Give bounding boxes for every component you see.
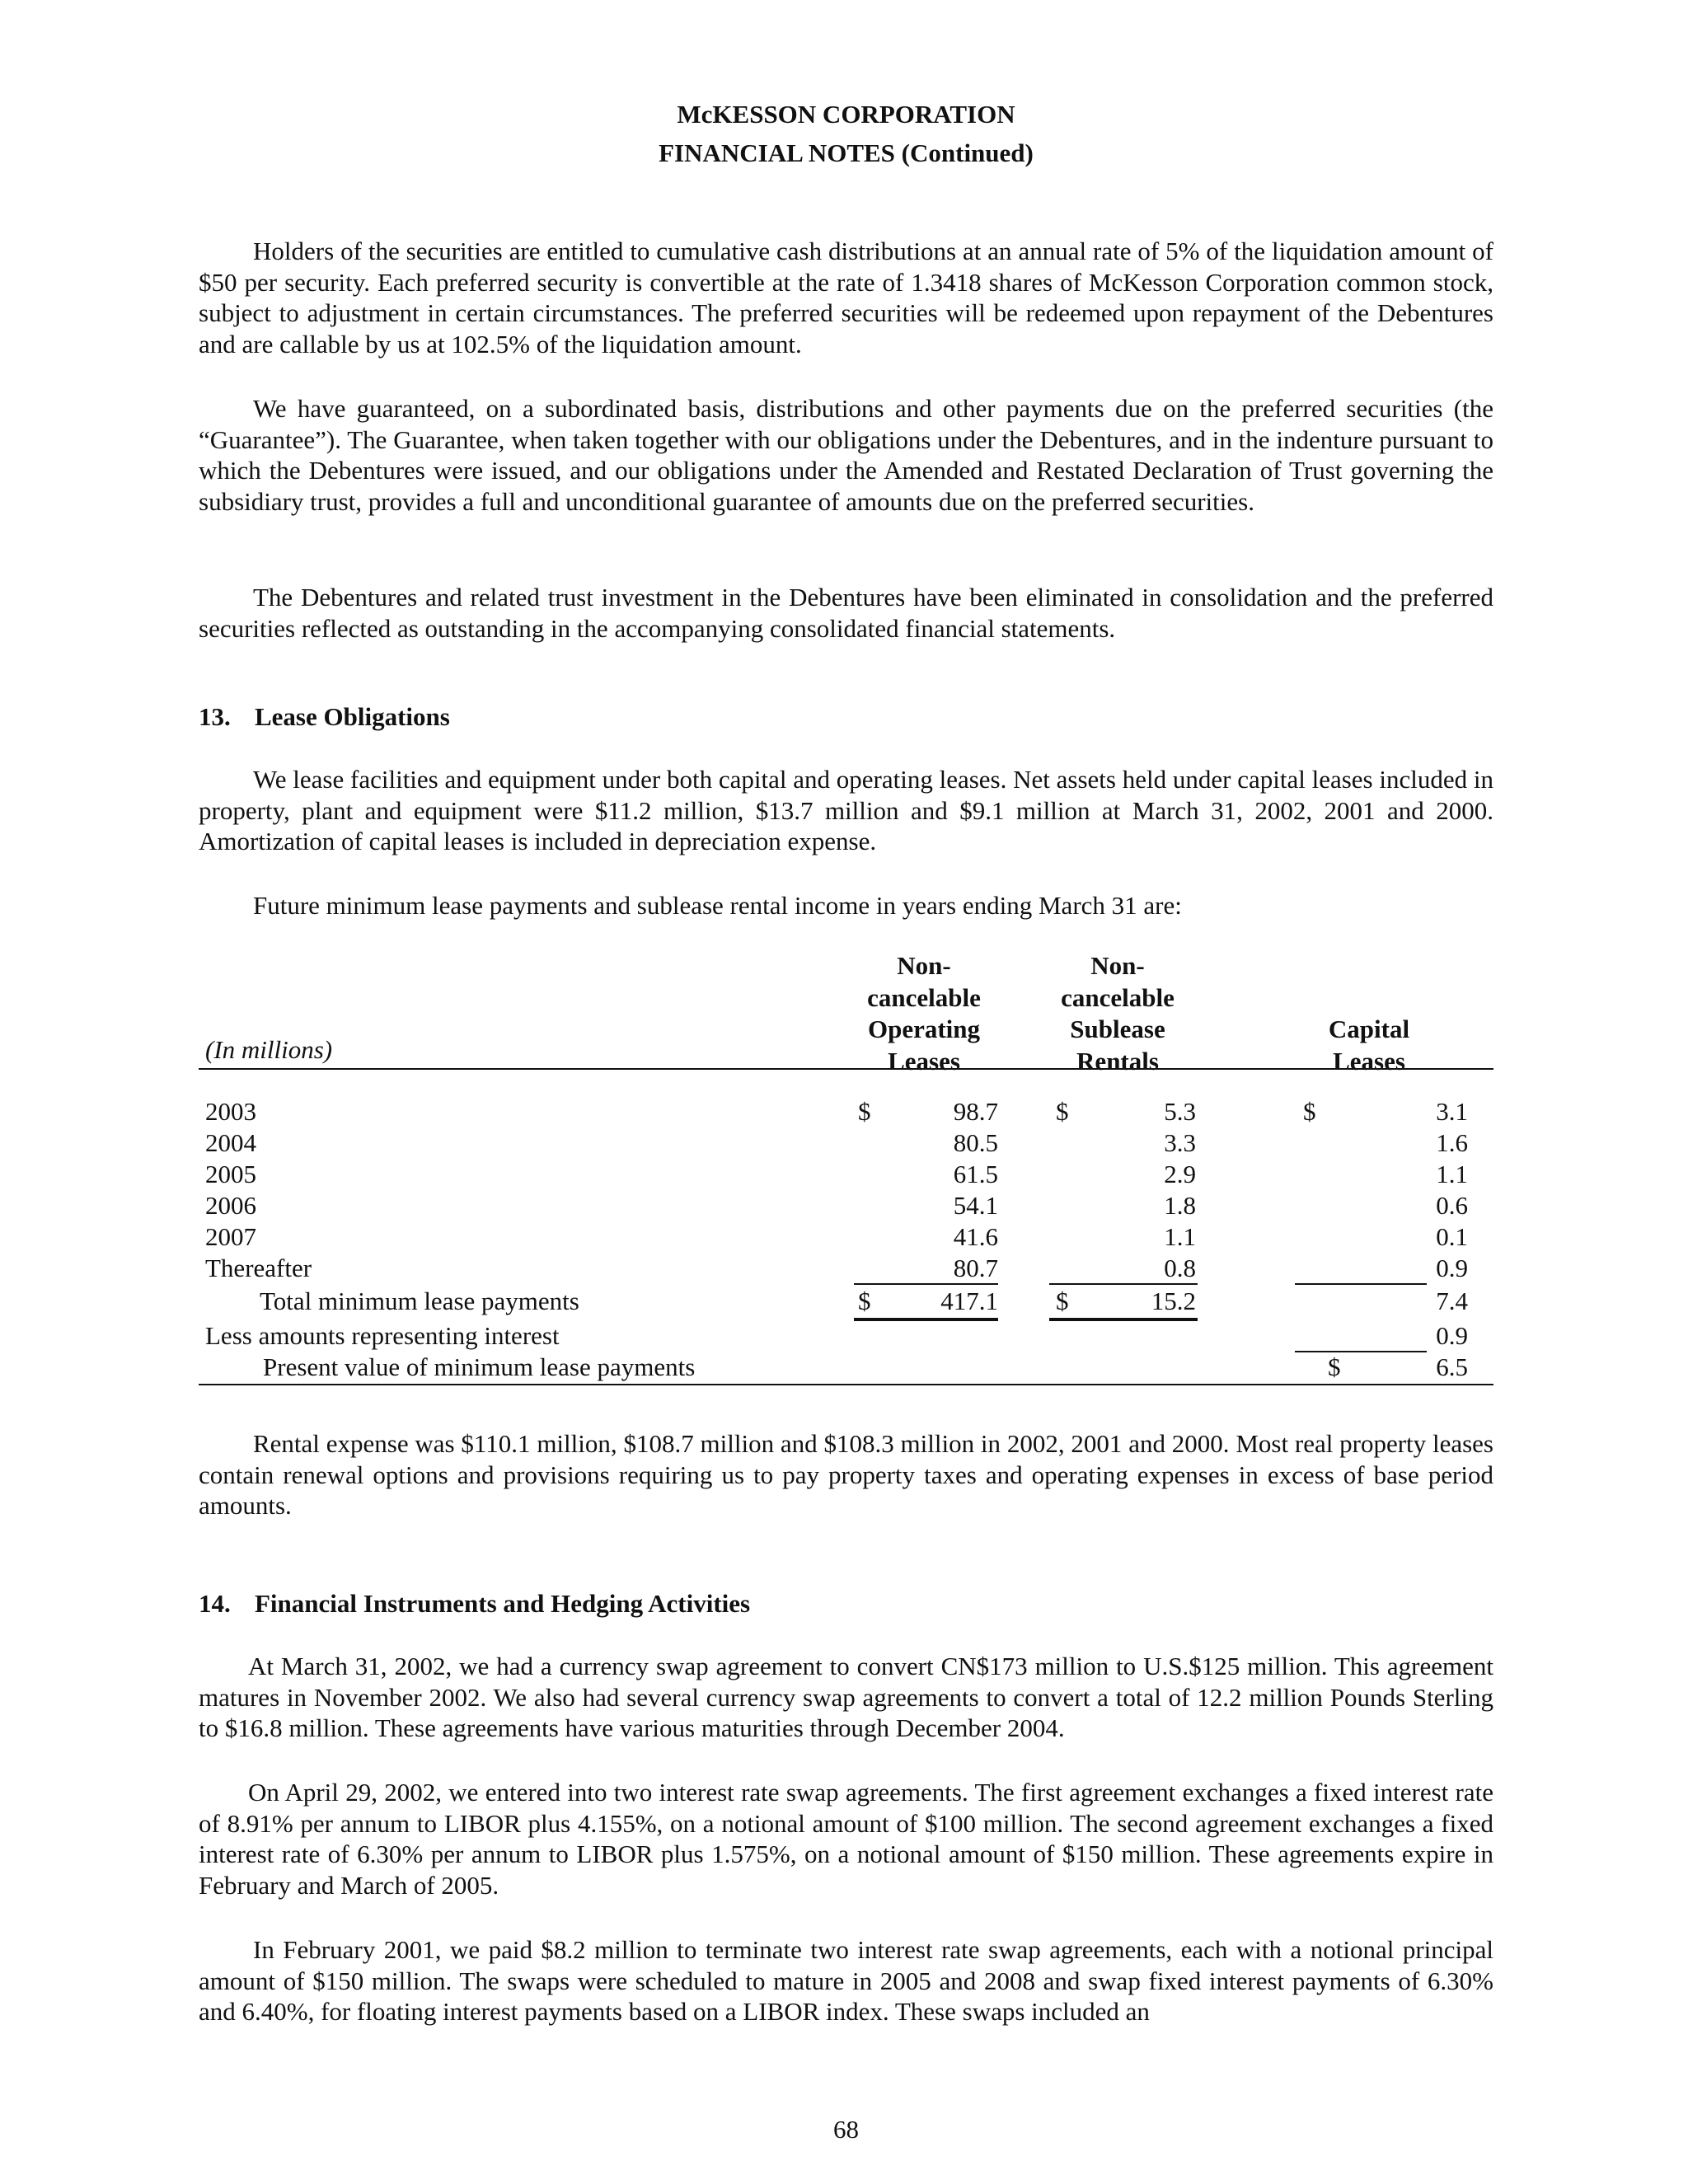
sublease-value: 1.1 (1164, 1222, 1196, 1251)
paragraph-lease-future: Future minimum lease payments and sublease rental income in years ending March 31 are: (253, 891, 1182, 920)
currency-symbol: $ (1056, 1097, 1069, 1126)
row-label: Thereafter (205, 1254, 312, 1282)
row-label: 2006 (205, 1191, 256, 1220)
currency-symbol: $ (858, 1097, 871, 1126)
sublease-value: 0.8 (1164, 1254, 1196, 1282)
section-14-number: 14. (199, 1589, 231, 1618)
subtotal-rule (854, 1283, 998, 1285)
header-line: Non- (1090, 951, 1145, 980)
capital-total: 7.4 (1436, 1286, 1468, 1315)
paragraph-interest-swap: On April 29, 2002, we entered into two interest rate swap agreements. The first agreement exchanges a fixed interest rate of 8.91% per annum to LIBOR plus 4.155%, on a notional amount of $100 million. The second agreement exchanges a fixed interest rate of 6.30% per annum to LIBOR plus 1.575%, on a notional amount of $150 million. These agreements expire in February and March of 2005. (199, 1778, 1493, 1900)
header-rule (199, 1068, 1493, 1070)
paragraph-lease-intro: We lease facilities and equipment under both capital and operating leases. Net assets held under capital leases included in property, plant and equipment were $11.2 million, $13.7 million and $9.1 million at March 31, 2002, 2001 and 2000. Amortization of capital leases is included in depreciation expense. (199, 765, 1493, 855)
operating-value: 98.7 (953, 1097, 998, 1126)
capital-value: 0.1 (1436, 1222, 1468, 1251)
row-label: Total minimum lease payments (260, 1286, 579, 1315)
header-line: Capital (1328, 1015, 1410, 1043)
paragraph-currency-swap: At March 31, 2002, we had a currency swap agreement to convert CN$173 million to U.S.$125 million. This agreement matures in November 2002. We also had several currency swap agreements to convert a total of 12.2 million Pounds Sterling to $16.8 million. These agreements have various maturities through December 2004. (199, 1652, 1493, 1742)
row-label: Present value of minimum lease payments (263, 1352, 696, 1381)
currency-symbol: $ (1303, 1097, 1316, 1126)
company-name: McKESSON CORPORATION (677, 100, 1015, 129)
capital-interest: 0.9 (1436, 1321, 1468, 1350)
section-14-heading (199, 1588, 750, 1619)
page-subtitle: FINANCIAL NOTES (Continued) (659, 138, 1034, 167)
operating-value: 80.7 (953, 1254, 998, 1282)
header-line: cancelable (867, 982, 981, 1012)
header-line: cancelable (1061, 982, 1175, 1012)
table-row (199, 1096, 1493, 1127)
sublease-value: 5.3 (1164, 1097, 1196, 1126)
table-caption: (In millions) (205, 1035, 333, 1064)
capital-present-value: 6.5 (1436, 1352, 1468, 1381)
subtotal-rule (1049, 1283, 1198, 1285)
sublease-value: 2.9 (1164, 1160, 1196, 1188)
table-row-interest (199, 1320, 1493, 1352)
currency-symbol: $ (1056, 1286, 1069, 1315)
capital-value: 1.1 (1436, 1160, 1468, 1188)
table-row (199, 1253, 1493, 1284)
capital-value: 0.6 (1436, 1191, 1468, 1220)
section-13-title: Lease Obligations (255, 702, 450, 731)
col-operating-header (854, 950, 994, 1077)
header-line: Sublease (1070, 1015, 1165, 1043)
table-row (199, 1190, 1493, 1221)
header-line: Rentals (1076, 1046, 1159, 1076)
table-bottom-rule (199, 1384, 1493, 1385)
row-label: 2007 (205, 1222, 256, 1251)
table-row-total (199, 1286, 1493, 1317)
capital-value: 1.6 (1436, 1128, 1468, 1157)
table-row (199, 1221, 1493, 1253)
paragraph-guarantee: We have guaranteed, on a subordinated basis, distributions and other payments due on the preferred securities (the “Guarantee”). The Guarantee, when taken together with our obligations under the Debentures, and in the indenture pursuant to which the Debentures were issued, and our obligations under the Amended and Restated Declaration of Trust governing the subsidiary trust, provides a full and unconditional guarantee of amounts due on the preferred securities. (199, 394, 1493, 516)
currency-symbol: $ (1328, 1352, 1341, 1381)
header-line: Non- (897, 951, 951, 980)
section-13-number: 13. (199, 702, 231, 731)
paragraph-debentures: The Debentures and related trust investment in the Debentures have been eliminated in consolidation and the preferred securities reflected as outstanding in the accompanying consolidated financial statements. (199, 583, 1493, 643)
col-sublease-header (1048, 950, 1188, 1077)
table-row-present-value (199, 1352, 1493, 1383)
operating-total: 417.1 (940, 1286, 998, 1315)
operating-value: 41.6 (953, 1222, 998, 1251)
currency-symbol: $ (858, 1286, 871, 1315)
table-row (199, 1127, 1493, 1159)
row-label: 2005 (205, 1160, 256, 1188)
paragraph-rental-expense: Rental expense was $110.1 million, $108.7 million and $108.3 million in 2002, 2001 and 2000. Most real property leases contain renewal options and provisions requiring us to pay property taxes and operating expenses in excess of base period amounts. (199, 1429, 1493, 1520)
row-label: 2003 (205, 1097, 256, 1126)
operating-value: 54.1 (953, 1191, 998, 1220)
header-line: Leases (1333, 1046, 1405, 1076)
page-number: 68 (833, 2115, 859, 2144)
subtotal-rule (1295, 1283, 1427, 1285)
header-line: Leases (888, 1046, 960, 1076)
capital-value: 3.1 (1436, 1097, 1468, 1126)
paragraph-terminated-swaps: In February 2001, we paid $8.2 million to terminate two interest rate swap agreements, each with a notional principal amount of $150 million. The swaps were scheduled to mature in 2005 and 2008 and swap fixed interest payments of 6.30% and 6.40%, for floating interest payments based on a LIBOR index. These swaps included an (199, 1935, 1493, 2026)
operating-value: 80.5 (953, 1128, 998, 1157)
section-13-heading (199, 701, 450, 733)
operating-value: 61.5 (953, 1160, 998, 1188)
row-label: 2004 (205, 1128, 256, 1157)
paragraph-securities: Holders of the securities are entitled to cumulative cash distributions at an annual rate of 5% of the liquidation amount of $50 per security. Each preferred security is convertible at the rate of 1.3418 shares of McKesson Corporation common stock, subject to adjustment in certain circumstances. The preferred securities will be redeemed upon repayment of the Debentures and are callable by us at 102.5% of the liquidation amount. (199, 237, 1493, 359)
row-label: Less amounts representing interest (205, 1321, 560, 1350)
sublease-value: 3.3 (1164, 1128, 1196, 1157)
table-row (199, 1159, 1493, 1190)
capital-value: 0.9 (1436, 1254, 1468, 1282)
sublease-total: 15.2 (1151, 1286, 1196, 1315)
header-line: Operating (867, 1015, 981, 1043)
section-14-title: Financial Instruments and Hedging Activities (255, 1589, 751, 1618)
sublease-value: 1.8 (1164, 1191, 1196, 1220)
